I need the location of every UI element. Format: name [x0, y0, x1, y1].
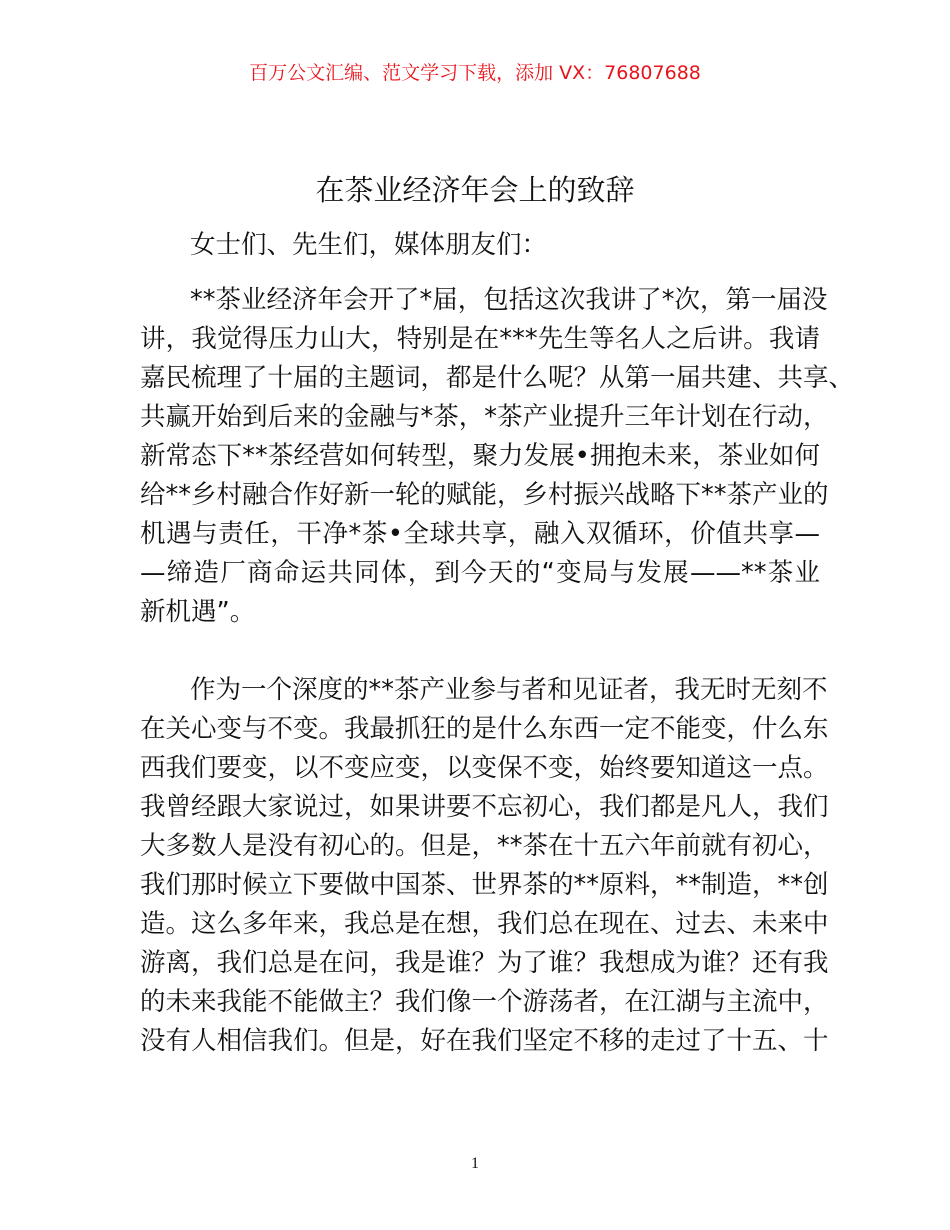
paragraph-line: 没有人相信我们。但是，好在我们坚定不移的走过了十五、十: [140, 1026, 829, 1056]
paragraph-line: 游离，我们总是在问，我是谁？为了谁？我想成为谁？还有我: [140, 948, 829, 978]
paragraph-line: 大多数人是没有初心的。但是，**茶在十五六年前就有初心，: [140, 831, 829, 861]
document-title: 在茶业经济年会上的致辞: [315, 173, 635, 207]
paragraph-line: 讲，我觉得压力山大，特别是在***先生等名人之后讲。我请: [140, 324, 820, 354]
paragraph-line: 新常态下**茶经营如何转型，聚力发展•拥抱未来，茶业如何: [140, 441, 820, 471]
paragraph-line: 西我们要变，以不变应变，以变保不变，始终要知道这一点。: [140, 753, 829, 783]
page-number: 1: [471, 1155, 479, 1172]
paragraph-line: 我曾经跟大家说过，如果讲要不忘初心，我们都是凡人，我们: [140, 792, 829, 822]
paragraph-line: 我们那时候立下要做中国茶、世界茶的**原料，**制造，**创: [140, 870, 829, 900]
greeting: 女士们、先生们，媒体朋友们：: [190, 230, 548, 260]
paragraph-line: 作为一个深度的**茶产业参与者和见证者，我无时无刻不: [190, 675, 828, 705]
paragraph-line: 机遇与责任，干净*茶•全球共享，融入双循环，价值共享—: [140, 519, 820, 549]
paragraph-line: 新机遇”。: [140, 597, 256, 627]
paragraph-line: 造。这么多年来，我总是在想，我们总在现在、过去、未来中: [140, 909, 829, 939]
paragraph-line: 给**乡村融合作好新一轮的赋能，乡村振兴战略下**茶产业的: [140, 480, 829, 510]
paragraph-line: **茶业经济年会开了*届，包括这次我讲了*次，第一届没: [190, 285, 828, 315]
paragraph-line: 在关心变与不变。我最抓狂的是什么东西一定不能变，什么东: [140, 714, 829, 744]
paragraph-line: 共赢开始到后来的金融与*茶，*茶产业提升三年计划在行动，: [140, 402, 829, 432]
paragraph-line: 嘉民梳理了十届的主题词，都是什么呢？从第一届共建、共享、: [140, 363, 855, 393]
header-watermark-text: 百万公文汇编、范文学习下载，添加 VX：76807688: [249, 62, 701, 84]
paragraph-line: 的未来我能不能做主？我们像一个游荡者，在江湖与主流中，: [140, 987, 829, 1017]
paragraph-line: —缔造厂商命运共同体，到今天的“变局与发展——**茶业: [140, 558, 820, 588]
